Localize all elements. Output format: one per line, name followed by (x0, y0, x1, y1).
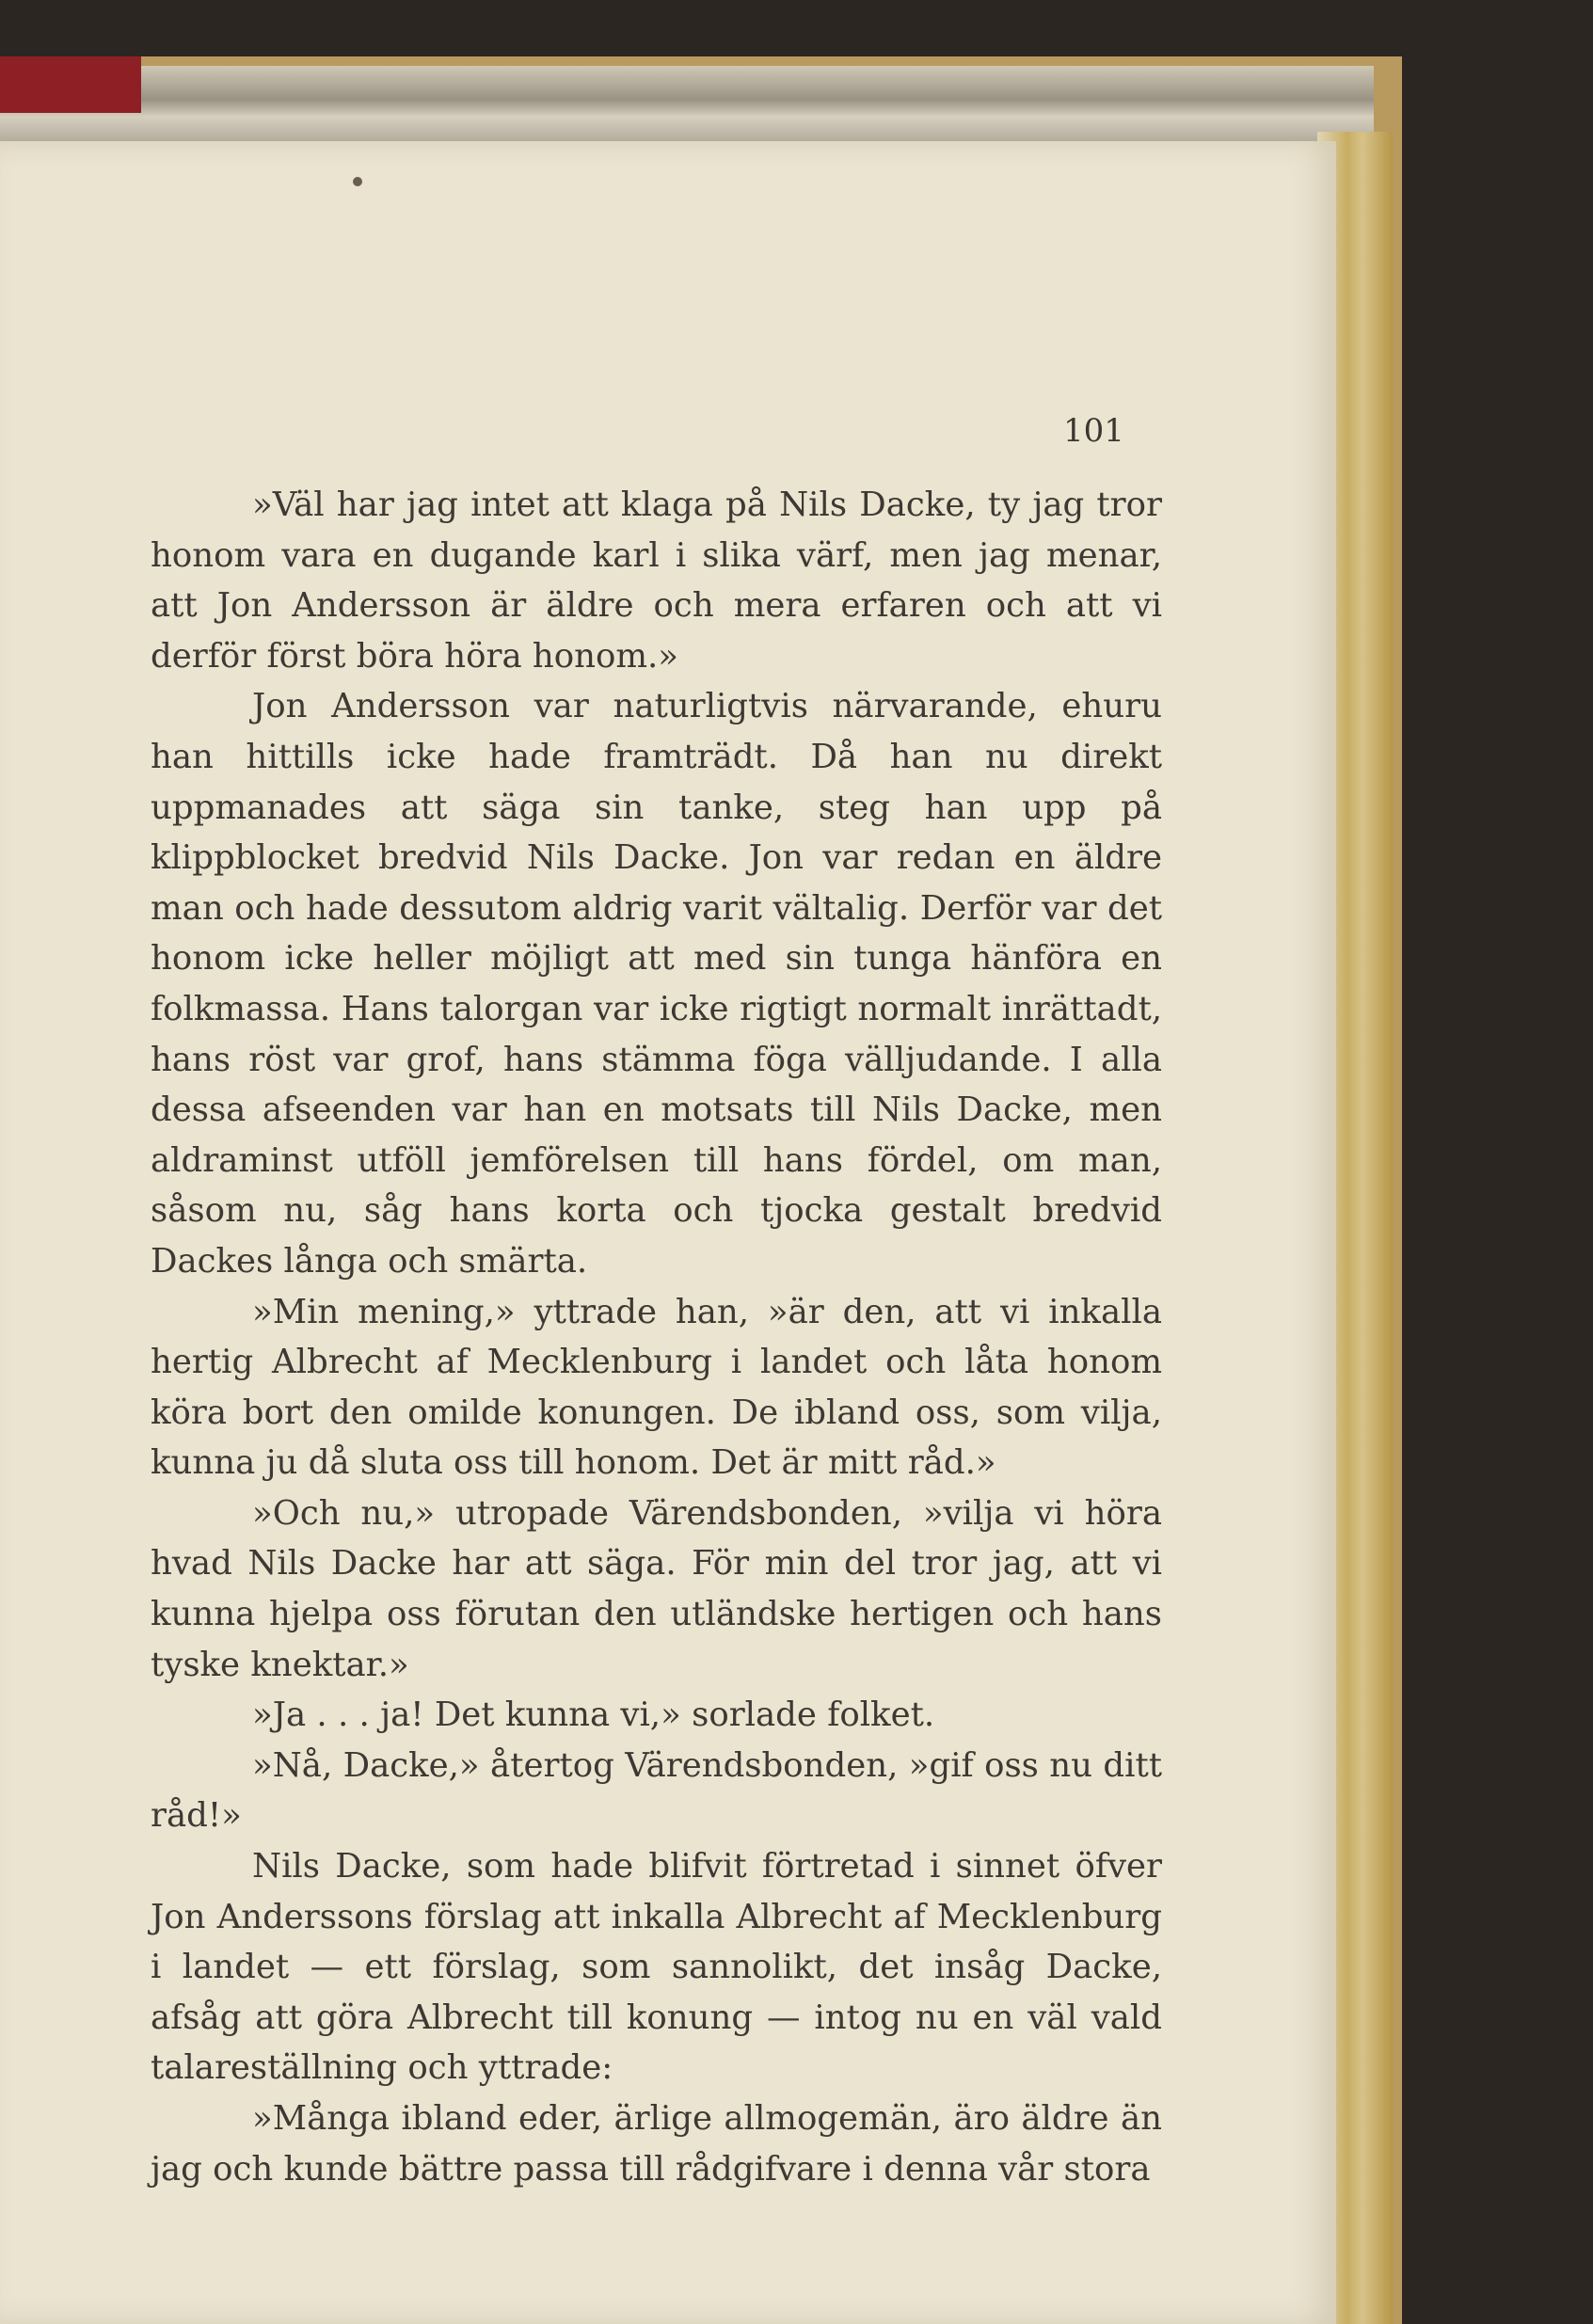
page-text (151, 480, 1162, 2194)
paragraph: »Nå, Dacke,» återtog Värendsbonden, »gif oss nu ditt råd!» (151, 1745, 1162, 1836)
paragraph: »Och nu,» utropade Värendsbonden, »vilja vi höra hvad Nils Dacke har att säga. För min del tror jag, att vi kunna hjelpa oss förutan den utländske hertigen och hans tyske knektar.» (151, 1493, 1162, 1684)
paragraph: Jon Andersson var naturligtvis närvarande, ehuru han hittills icke hade framträdt. Då han nu direkt uppmanades att säga sin tanke, steg han upp på klippblocket bredvid Nils Dacke. Jon var redan en äldre man och hade dessutom aldrig varit vältalig. Derför var det honom icke heller möjligt att med sin tunga hänföra en folkmassa. Hans talorgan var icke rigtigt normalt inrättadt, hans röst var grof, hans stämma föga välljudande. I alla dessa afseenden var han en motsats till Nils Dacke, men aldraminst utföll jemförelsen till hans fördel, om man, såsom nu, såg hans korta och tjocka gestalt bredvid Dackes långa och smärta. (151, 687, 1162, 1281)
paper-blemish (353, 177, 362, 186)
paragraph: »Min mening,» yttrade han, »är den, att vi inkalla hertig Albrecht af Mecklenburg i landet och låta honom köra bort den omilde konungen. De ibland oss, som vilja, kunna ju då sluta oss till honom. Det är mitt råd.» (151, 1292, 1162, 1483)
paragraph: »Ja . . . ja! Det kunna vi,» sorlade folket. (252, 1695, 935, 1735)
bookmark-ribbon (0, 56, 141, 113)
paragraph: »Många ibland eder, ärlige allmogemän, äro äldre än jag och kunde bättre passa till rådgifvare i denna vår stora (151, 2099, 1162, 2189)
book-page (0, 141, 1336, 2324)
paragraph: »Väl har jag intet att klaga på Nils Dacke, ty jag tror honom vara en dugande karl i slika värf, men jag menar, att Jon Andersson är äldre och mera erfaren och att vi derför först böra höra honom.» (151, 485, 1162, 676)
book-top-edge (0, 66, 1374, 151)
page-number: 101 (1063, 412, 1124, 450)
paragraph: Nils Dacke, som hade blifvit förtretad i sinnet öfver Jon Anderssons förslag att inkalla Albrecht af Mecklenburg i landet — ett förslag, som sannolikt, det insåg Dacke, afsåg att göra Albrecht till konung — intog nu en väl vald talareställning och yttrade: (151, 1847, 1162, 2088)
